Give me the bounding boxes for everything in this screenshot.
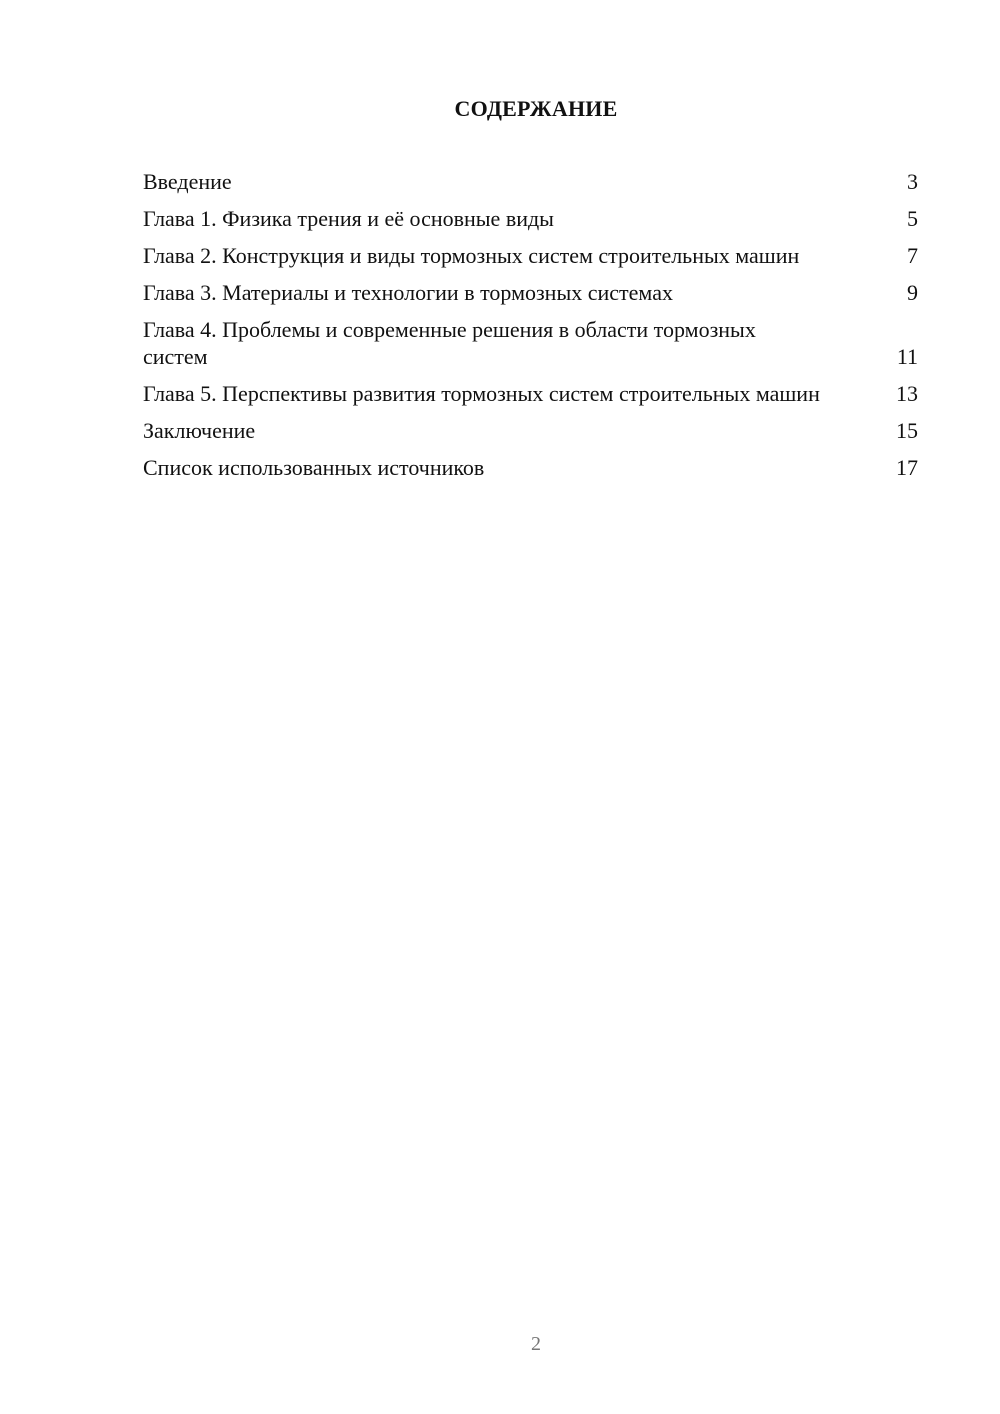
toc-entry-page: 3 bbox=[907, 169, 918, 194]
toc-entry-chapter-5 bbox=[143, 380, 918, 407]
toc-entry-label: Заключение bbox=[143, 418, 256, 443]
toc-entry-page: 13 bbox=[896, 381, 918, 406]
toc-entry-references bbox=[143, 454, 918, 481]
toc-entry-label: Глава 4. Проблемы и современные решения в области тормозных систем bbox=[143, 317, 756, 369]
page-number: 2 bbox=[531, 1333, 541, 1355]
toc-entry-chapter-1 bbox=[143, 205, 918, 232]
toc-entry-label: Введение bbox=[143, 169, 232, 194]
toc-entry-conclusion bbox=[143, 417, 918, 444]
toc-entry-chapter-4 bbox=[143, 316, 918, 370]
toc-entry-chapter-3 bbox=[143, 279, 918, 306]
toc-entry-label: Список использованных источников bbox=[143, 455, 485, 480]
toc-entry-page: 7 bbox=[907, 243, 918, 268]
toc-entry-page: 5 bbox=[907, 206, 918, 231]
page-title: СОДЕРЖАНИЕ bbox=[454, 96, 618, 121]
toc-entry-page: 11 bbox=[896, 344, 918, 369]
table-of-contents bbox=[143, 168, 918, 491]
toc-entry-label: Глава 3. Материалы и технологии в тормозных системах bbox=[143, 280, 673, 305]
toc-entry-chapter-2 bbox=[143, 242, 918, 269]
toc-entry-page: 17 bbox=[896, 455, 918, 480]
toc-entry-page: 15 bbox=[896, 418, 918, 443]
toc-entry-label: Глава 1. Физика трения и её основные виды bbox=[143, 206, 554, 231]
toc-entry-page: 9 bbox=[907, 280, 918, 305]
toc-entry-introduction bbox=[143, 168, 918, 195]
toc-entry-label: Глава 2. Конструкция и виды тормозных систем строительных машин bbox=[143, 243, 800, 268]
toc-entry-label: Глава 5. Перспективы развития тормозных систем строительных машин bbox=[143, 381, 820, 406]
